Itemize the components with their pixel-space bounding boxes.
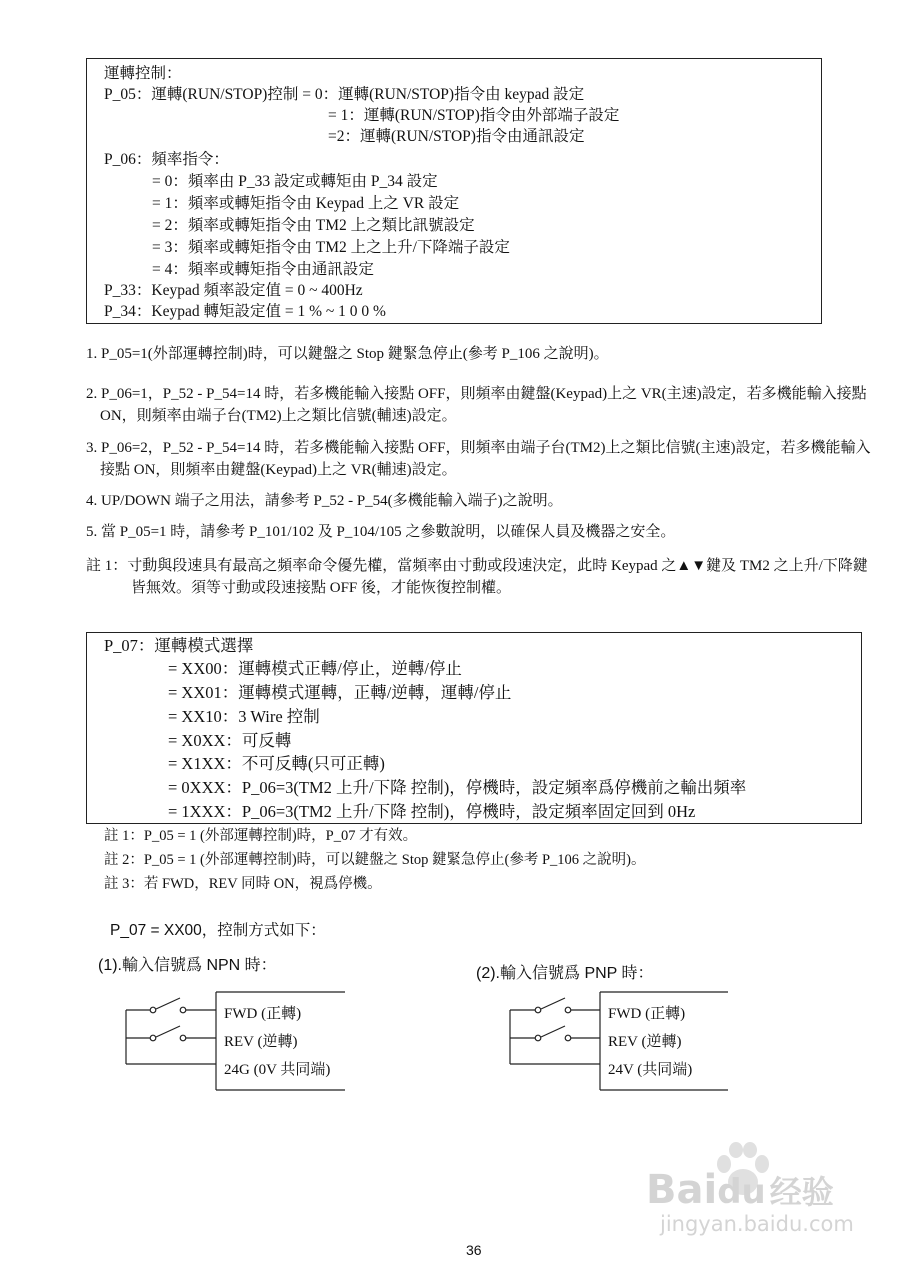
pnp-terminal-common: 24V (共同端) [608, 1062, 693, 1078]
pnp-terminal-fwd: FWD (正轉) [608, 1006, 686, 1022]
box1-line-p34: P_34：Keypad 轉矩設定值 = 1 % ~ 1 0 0 % [104, 303, 386, 320]
watermark-logo [646, 1168, 834, 1214]
watermark-brand-suffix: du [717, 1172, 766, 1212]
box1-line-p06: P_06：頻率指令： [104, 151, 229, 168]
note-2: 2. P_06=1，P_52 - P_54=14 時，若多機能輸入接點 OFF，則頻率由鍵盤(Keypad)上之 VR(主速)設定，若多機能輸入接點 ON，則頻率由端子台(TM2)上之類比信號(輔速)設定。 [86, 386, 867, 424]
pnp-diagram-title: (2).輸入信號爲 PNP 時： [476, 965, 654, 982]
box2-line-xx00: = XX00：運轉模式正轉/停止，逆轉/停止 [168, 659, 462, 678]
box2-note-2: 註 2：P_05 = 1 (外部運轉控制)時，可以鍵盤之 Stop 鍵緊急停止(參考 P_106 之說明)。 [104, 852, 646, 868]
box1-line-p05-opt2: =2：運轉(RUN/STOP)指令由通訊設定 [328, 128, 585, 145]
box2-note-1: 註 1：P_05 = 1 (外部運轉控制)時，P_07 才有效。 [104, 828, 418, 844]
box1-line-p06-opt3: = 3：頻率或轉矩指令由 TM2 上之上升/下降端子設定 [152, 239, 510, 256]
box2-line-heading: P_07：運轉模式選擇 [104, 636, 254, 655]
npn-diagram-title: (1).輸入信號爲 NPN 時： [98, 957, 277, 974]
note-remark-1: 註 1：寸動與段速具有最高之頻率命令優先權，當頻率由寸動或段速決定，此時 Keypad 之▲▼鍵及 TM2 之上升/下降鍵皆無效。須等寸動或段速接點 OFF 後，才能恢復控制權。 [86, 558, 868, 596]
box2-line-0xxx: = 0XXX：P_06=3(TM2 上升/下降 控制)，停機時，設定頻率爲停機前之輸出頻率 [168, 778, 747, 797]
watermark-brand-cn: 经验 [769, 1173, 834, 1211]
note-4: 4. UP/DOWN 端子之用法，請參考 P_52 - P_54(多機能輸入端子)之說明。 [86, 493, 563, 509]
box1-line-p06-opt0: = 0：頻率由 P_33 設定或轉矩由 P_34 設定 [152, 173, 438, 190]
note-1: 1. P_05=1(外部運轉控制)時，可以鍵盤之 Stop 鍵緊急停止(參考 P_106 之說明)。 [86, 346, 609, 362]
box1-line-heading: 運轉控制： [104, 65, 182, 82]
note-5: 5. 當 P_05=1 時，請參考 P_101/102 及 P_104/105 之參數說明，以確保人員及機器之安全。 [86, 524, 676, 540]
note-3: 3. P_06=2，P_52 - P_54=14 時，若多機能輸入接點 OFF，則頻率由端子台(TM2)上之類比信號(主速)設定，若多機能輸入接點 ON，則頻率由鍵盤(Keypad)上之 VR(輔速)設定。 [86, 440, 871, 478]
box1-line-p06-opt1: = 1：頻率或轉矩指令由 Keypad 上之 VR 設定 [152, 195, 460, 212]
box1-line-p33: P_33：Keypad 頻率設定值 = 0 ~ 400Hz [104, 282, 363, 299]
box1-line-p05-opt1: = 1：運轉(RUN/STOP)指令由外部端子設定 [328, 107, 620, 124]
control-mode-title: P_07 = XX00，控制方式如下： [110, 922, 326, 939]
npn-terminal-fwd: FWD (正轉) [224, 1006, 302, 1022]
watermark-url: jingyan.baidu.com [660, 1212, 854, 1236]
box1-line-p05: P_05：運轉(RUN/STOP)控制 = 0：運轉(RUN/STOP)指令由 keypad 設定 [104, 86, 585, 103]
box2-line-1xxx: = 1XXX：P_06=3(TM2 上升/下降 控制)，停機時，設定頻率固定回到 0Hz [168, 802, 696, 821]
box2-line-x0xx: = X0XX：可反轉 [168, 731, 292, 750]
box1-line-p06-opt4: = 4：頻率或轉矩指令由通訊設定 [152, 261, 374, 278]
page-number: 36 [466, 1242, 482, 1258]
npn-terminal-common: 24G (0V 共同端) [224, 1062, 331, 1078]
box2-line-x1xx: = X1XX：不可反轉(只可正轉) [168, 754, 385, 773]
pnp-terminal-rev: REV (逆轉) [608, 1034, 682, 1050]
box1-line-p06-opt2: = 2：頻率或轉矩指令由 TM2 上之類比訊號設定 [152, 217, 475, 234]
box2-line-xx10: = XX10：3 Wire 控制 [168, 707, 320, 726]
npn-terminal-rev: REV (逆轉) [224, 1034, 298, 1050]
box2-note-3: 註 3：若 FWD，REV 同時 ON，視爲停機。 [104, 876, 382, 892]
watermark-brand: Bai [646, 1167, 718, 1213]
box2-line-xx01: = XX01：運轉模式運轉，正轉/逆轉，運轉/停止 [168, 683, 512, 702]
